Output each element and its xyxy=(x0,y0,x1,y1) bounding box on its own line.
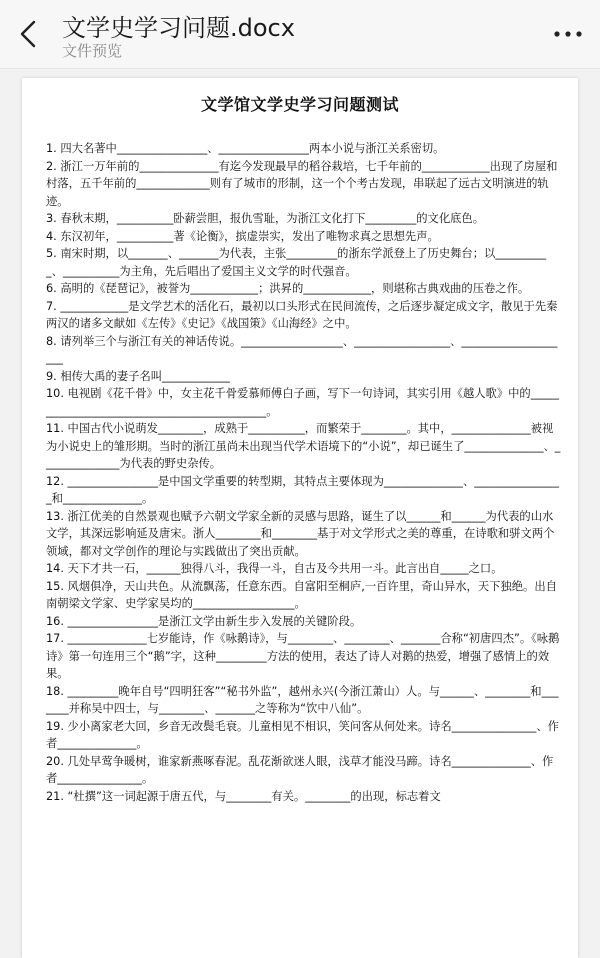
question-item: 17. ______________七岁能诗，作《咏鹅诗》，与________、________、_______合称“初唐四杰”。《咏鹅诗》第一句连用三个“鹅”字，这种_________方法的使用，表达了诗人对鹅的热爱，增强了感情上的效果。 xyxy=(46,632,560,680)
question-list xyxy=(46,140,562,805)
question-item: 16. ________________是浙江文学由新生步入发展的关键阶段。 xyxy=(46,614,362,628)
question-item: 10. 电视剧《花千骨》中，女主花千骨爱慕师傅白子画，写下一句诗词，其实引用《越人歌》中的____________________________________________。 xyxy=(46,387,559,418)
question-item: 15. 风烟俱净，天山共色。从流飘荡，任意东西。自富阳至桐庐,一百许里，奇山异水，天下独绝。出自南朝梁文学家、史学家吴均的__________________。 xyxy=(46,579,557,610)
question-item: 19. 少小离家老大回，乡音无改鬓毛衰。儿童相见不相识，笑问客从何处来。诗名_______________、作者______________。 xyxy=(46,719,559,750)
question-item: 4. 东汉初年，__________著《论衡》，摈虚崇实，发出了唯物求真之思想先声。 xyxy=(46,229,439,243)
preview-header xyxy=(0,0,600,69)
question-item: 11. 中国古代小说萌发________，成熟于__________，而繁荣于________。其中，______________被视为小说史上的雏形期。当时的浙江虽尚未出现当代学术语境下的“小说”，却已诞生了______________、______________为代表的野史杂传。 xyxy=(46,422,561,470)
question-item: 2. 浙江一万年前的______________有迄今发现最早的稻谷栽培，七千年前的____________出现了房屋和村落，五千年前的_____________则有了城市的形制，这一个个考古发现，串联起了远古文明演进的轨迹。 xyxy=(46,159,558,208)
question-item: 1. 四大名著中________________、________________两本小说与浙江关系密切。 xyxy=(46,142,445,155)
question-item: 9. 相传大禹的妻子名叫____________ xyxy=(46,369,230,383)
file-subtitle: 文件预览 xyxy=(62,42,123,60)
question-item: 6. 高明的《琵琶记》，被誉为____________；洪昇的____________，则堪称古典戏曲的压卷之作。 xyxy=(46,282,530,295)
more-dots-icon xyxy=(553,30,583,38)
question-item: 8. 请列举三个与浙江有关的神话传说。__________________、_________________、____________________ xyxy=(46,334,558,365)
question-item: 7. ____________是文学艺术的活化石，最初以口头形式在民间流传，之后逐步凝定成文字，散见于先秦两汉的诸多文献如《左传》《史记》《战国策》《山海经》之中。 xyxy=(46,299,558,330)
file-title: 文学史学习问题.docx xyxy=(62,14,295,42)
question-item: 13. 浙江优美的自然景观也赋予六朝文学家全新的灵感与思路，诞生了以______和______为代表的山水文学，其深远影响延及唐宋。浙人________和________基于对文学形式之美的尊重，在诗歌和骈文两个领域，都对文学创作的理论与实践做出了突出贡献。 xyxy=(46,509,555,558)
question-item: 5. 南宋时期，以_______、_______为代表，主张_________的浙东学派登上了历史舞台；以__________、__________为主角，先后唱出了爱国主义文学的时代强音。 xyxy=(46,247,547,278)
question-item: 3. 春秋末期，__________卧薪尝胆，报仇雪耻，为浙江文化打下_________的文化底色。 xyxy=(46,212,485,225)
question-item: 20. 几处早莺争暖树，谁家新燕啄春泥。乱花渐欲迷人眼，浅草才能没马蹄。诗名______________、作者_______________。 xyxy=(46,754,554,785)
more-button[interactable] xyxy=(550,22,586,46)
document-page[interactable] xyxy=(22,78,578,958)
question-item: 12. ________________是中国文学重要的转型期，其特点主要体现为______________、________________和______________。 xyxy=(46,474,559,505)
chevron-left-icon xyxy=(18,19,38,49)
document-title: 文学馆文学史学习问题测试 xyxy=(200,95,399,114)
question-item: 18. _________晚年自号“四明狂客”“秘书外监”，越州永兴(今浙江萧山）人。与______、________和_______并称吴中四士，与________、_______之等称为“饮中八仙”。 xyxy=(46,684,559,715)
question-item: 21. “杜撰”这一词起源于唐五代，与________有关。________的出现，标志着文 xyxy=(46,789,441,803)
back-button[interactable] xyxy=(14,16,42,52)
question-item: 14. 天下才共一石，______独得八斗，我得一斗，自古及今共用一斗。此言出自_____之口。 xyxy=(46,562,503,575)
